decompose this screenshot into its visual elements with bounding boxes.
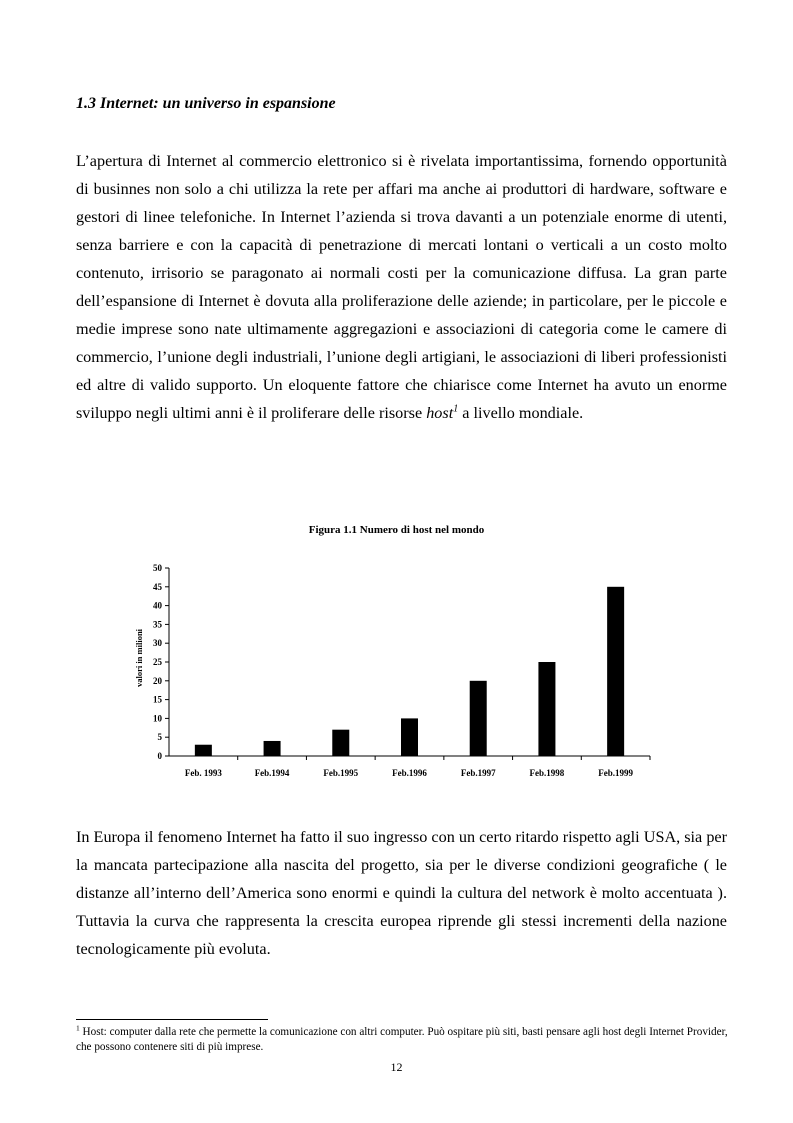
footnote-reference[interactable]: 1	[453, 403, 459, 415]
bar	[401, 718, 418, 756]
x-tick-label: Feb.1994	[254, 768, 290, 778]
footnote-divider	[76, 1019, 268, 1020]
paragraph-europe: In Europa il fenomeno Internet ha fatto il suo ingresso con un certo ritardo rispetto agli USA, sia per la mancata partecipazione alla nascita del progetto, sia per le diverse condizioni geografiche ( le distanze all’interno dell’America sono enormi e quindi la cultura del network è molto accentuata ). Tuttavia la curva che rappresenta la crescita europea riprende gli stessi incrementi della nazione tecnologicamente più evoluta.	[76, 828, 727, 958]
y-tick-label: 35	[153, 619, 162, 630]
y-tick-label: 5	[157, 732, 162, 743]
paragraph-intro	[76, 147, 727, 427]
bar	[264, 741, 281, 756]
y-tick-label: 10	[153, 713, 162, 724]
x-tick-label: Feb. 1993	[184, 768, 222, 778]
x-tick-label: Feb.1999	[598, 768, 634, 778]
y-tick-label: 20	[153, 675, 162, 686]
y-tick-label: 25	[153, 657, 162, 667]
host-bar-chart	[120, 556, 670, 788]
host-term: host	[426, 404, 454, 422]
bar	[470, 681, 487, 756]
footnote	[76, 1025, 731, 1055]
y-tick-label: 30	[153, 638, 162, 649]
x-tick-label: Feb.1996	[392, 768, 427, 778]
x-tick-label: Feb.1995	[323, 768, 359, 778]
bar	[607, 587, 624, 756]
x-tick-label: Feb.1998	[529, 768, 565, 778]
paragraph-intro-end: a livello mondiale.	[458, 404, 584, 422]
figure-caption: Figura 1.1 Numero di host nel mondo	[308, 524, 485, 536]
section-heading: 1.3 Internet: un universo in espansione	[76, 95, 336, 112]
y-tick-label: 15	[153, 694, 162, 705]
bar	[195, 745, 212, 756]
x-tick-label: Feb.1997	[460, 768, 496, 778]
y-tick-label: 45	[153, 581, 162, 592]
y-tick-label: 50	[153, 563, 162, 573]
page-number: 12	[390, 1060, 403, 1074]
y-tick-label: 40	[153, 600, 162, 611]
paragraph-intro-text: L’apertura di Internet al commercio elettronico si è rivelata importantissima, fornendo opportunità di businnes non solo a chi utilizza la rete per affari ma anche ai produttori di hardware, software e gestori di linee telefoniche. In Internet l’azienda si trova davanti a un potenziale enorme di utenti, senza barriere e con la capacità di penetrazione di mercati lontani o verticali a un costo molto contenuto, irrisorio se paragonato ai normali costi per la comunicazione diffusa. La gran parte dell’espansione di Internet è dovuta alla proliferazione delle aziende; in particolare, per le piccole e medie imprese sono nate ultimamente aggregazioni e associazioni di categoria come le camere di commercio, l’unione degli industriali, l’unione degli artigiani, le associazioni di liberi professionisti ed altre di valido supporto. Un eloquente fattore che chiarisce come Internet ha avuto un enorme sviluppo negli ultimi anni è il proliferare delle risorse	[76, 152, 727, 422]
y-tick-label: 0	[157, 751, 162, 761]
bar	[332, 730, 349, 756]
y-axis-title: valori in milioni	[134, 628, 144, 688]
footnote-text: Host: computer dalla rete che permette la comunicazione con altri computer. Può ospitare più siti, basti pensare agli host degli Internet Provider, che possono contenere siti di più imprese.	[76, 1026, 728, 1053]
bar	[538, 662, 555, 756]
footnote-mark: 1	[76, 1023, 80, 1033]
